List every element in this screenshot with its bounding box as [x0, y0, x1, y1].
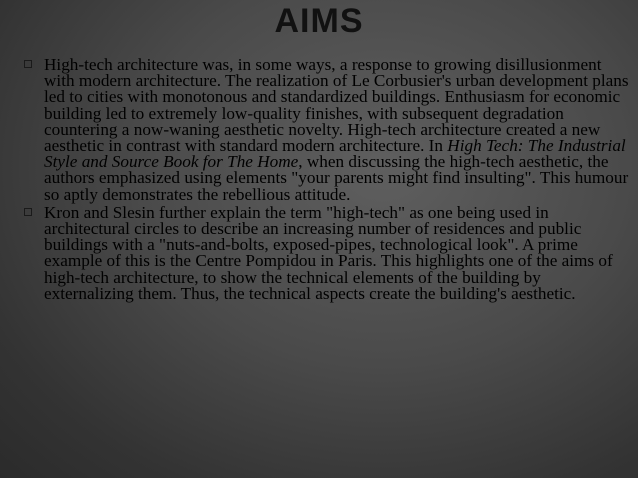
bullet-text: Kron and Slesin further explain the term "high-tech" as one being used in architectural circles to describe an increasing number of residences and public buildings with a "nuts-and-bolts, exposed-pipes, technological look". A prime example of this is the Centre Pompidou in Paris. This highlights one of the aims of high-tech architecture, to show the technical elements of the building by externalizing them. Thus, the technical aspects create the building's aesthetic.: [44, 202, 613, 303]
square-bullet-icon: [24, 60, 32, 68]
bullet-item: [22, 202, 632, 303]
slide-content: [22, 57, 632, 304]
book-title: High Tech: The Industrial Style and Source Book for The Home: [44, 136, 626, 172]
slide-title: AIMS: [274, 2, 364, 40]
square-bullet-icon: [24, 208, 32, 216]
bullet-item: [22, 57, 632, 203]
bullet-text: High-tech architecture was, in some ways, a response to growing disillusionment with modern architecture. The realization of Le Corbusier's urban development plans led to cities with monotonous and standardized buildings. Enthusiasm for economic building led to extremely low-quality finishes, with subsequent degradation countering a now-waning aesthetic novelty. High-tech architecture created a new aesthetic in contrast with standard modern architecture. In: [44, 55, 629, 156]
bullet-text: , when discussing the high-tech aesthetic, the authors emphasized using elements "your parents might find insulting". This humour so aptly demonstrates the rebellious attitude.: [44, 152, 629, 204]
